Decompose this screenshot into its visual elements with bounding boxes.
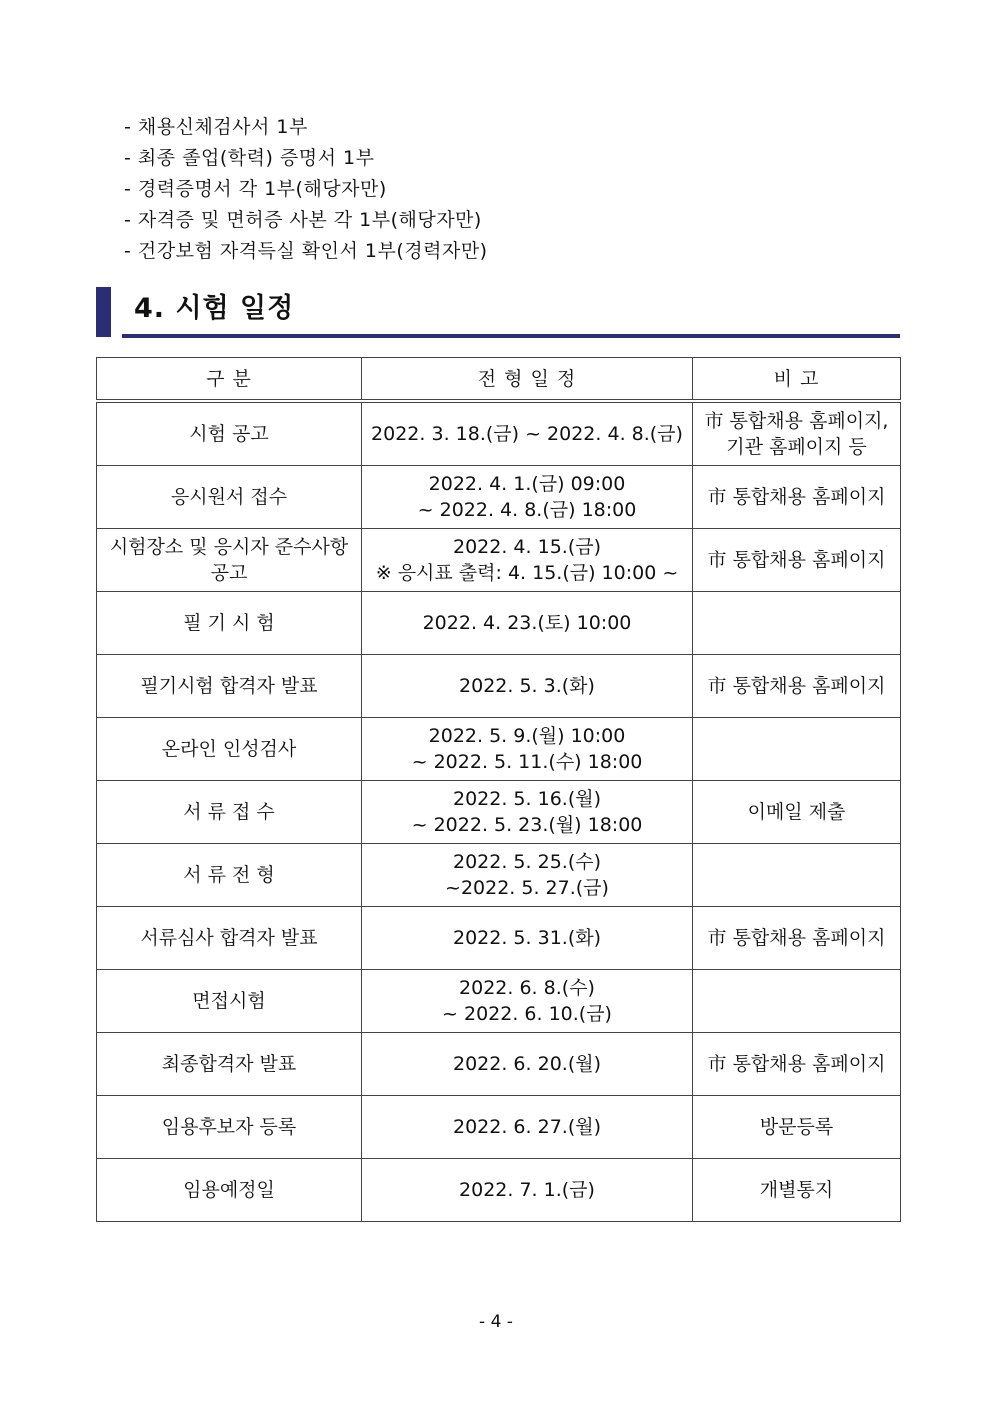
stage-cell: 면접시험 <box>97 970 362 1033</box>
header-stage: 구 분 <box>97 358 362 402</box>
schedule-line: 2022. 6. 8.(수) <box>459 977 595 999</box>
note-cell <box>693 592 901 655</box>
note-line: 市 통합채용 홈페이지 <box>707 549 886 571</box>
note-line: 이메일 제출 <box>747 801 846 823</box>
schedule-cell <box>362 529 693 592</box>
section-heading <box>96 287 900 339</box>
table-row <box>97 718 901 781</box>
schedule-line: 2022. 6. 20.(월) <box>453 1053 601 1075</box>
note-cell <box>693 718 901 781</box>
note-cell <box>693 1096 901 1159</box>
note-line: 市 통합채용 홈페이지 <box>707 486 886 508</box>
table-row <box>97 655 901 718</box>
schedule-line: 2022. 6. 27.(월) <box>453 1116 601 1138</box>
schedule-line: 2022. 5. 16.(월) <box>453 788 601 810</box>
schedule-cell <box>362 466 693 529</box>
schedule-line: 2022. 5. 3.(화) <box>459 675 595 697</box>
page-number: - 4 - <box>479 1312 513 1332</box>
schedule-cell <box>362 781 693 844</box>
stage-cell: 필기시험 합격자 발표 <box>97 655 362 718</box>
note-line: 방문등록 <box>759 1116 834 1138</box>
schedule-line: 2022. 5. 9.(월) 10:00 <box>428 725 626 747</box>
stage-cell: 온라인 인성검사 <box>97 718 362 781</box>
table-row <box>97 781 901 844</box>
schedule-cell <box>362 401 693 466</box>
schedule-cell <box>362 1096 693 1159</box>
exam-schedule-table <box>96 357 901 1222</box>
stage-cell: 서 류 접 수 <box>97 781 362 844</box>
schedule-line: 2022. 4. 1.(금) 09:00 <box>428 473 626 495</box>
schedule-cell <box>362 970 693 1033</box>
stage-cell: 시험 공고 <box>97 401 362 466</box>
note-cell <box>693 401 901 466</box>
note-line: 市 통합채용 홈페이지 <box>707 675 886 697</box>
note-cell <box>693 529 901 592</box>
schedule-line: 2022. 5. 25.(수) <box>453 851 601 873</box>
stage-cell: 필 기 시 험 <box>97 592 362 655</box>
note-line: 기관 홈페이지 등 <box>726 436 867 458</box>
required-documents-list <box>124 112 488 267</box>
schedule-cell <box>362 718 693 781</box>
schedule-cell <box>362 592 693 655</box>
schedule-line: 2022. 4. 23.(토) 10:00 <box>422 612 632 634</box>
schedule-cell <box>362 655 693 718</box>
list-item: - 경력증명서 각 1부(해당자만) <box>124 178 387 200</box>
note-cell <box>693 781 901 844</box>
note-line: 개별통지 <box>759 1179 834 1201</box>
schedule-line: 2022. 5. 31.(화) <box>453 927 601 949</box>
list-item: - 자격증 및 면허증 사본 각 1부(해당자만) <box>124 209 482 231</box>
schedule-cell <box>362 907 693 970</box>
schedule-line: ~ 2022. 6. 10.(금) <box>442 1003 612 1025</box>
heading-accent-bar <box>96 287 111 337</box>
note-cell <box>693 970 901 1033</box>
note-cell <box>693 1159 901 1222</box>
header-schedule: 전 형 일 정 <box>362 358 693 402</box>
table-body <box>97 401 901 1222</box>
note-cell <box>693 1033 901 1096</box>
note-cell <box>693 655 901 718</box>
list-item: - 건강보험 자격득실 확인서 1부(경력자만) <box>124 240 488 262</box>
note-cell <box>693 907 901 970</box>
heading-underline <box>122 334 900 338</box>
table-row <box>97 1096 901 1159</box>
list-item: - 최종 졸업(학력) 증명서 1부 <box>124 147 375 169</box>
table-row <box>97 529 901 592</box>
note-cell <box>693 466 901 529</box>
schedule-line: ~2022. 5. 27.(금) <box>445 877 609 899</box>
table-row <box>97 970 901 1033</box>
note-cell <box>693 844 901 907</box>
table-row <box>97 1159 901 1222</box>
schedule-cell <box>362 1033 693 1096</box>
table-row <box>97 1033 901 1096</box>
stage-cell: 시험장소 및 응시자 준수사항 공고 <box>97 529 362 592</box>
note-line: 市 통합채용 홈페이지 <box>707 1053 886 1075</box>
table-row <box>97 592 901 655</box>
stage-cell: 응시원서 접수 <box>97 466 362 529</box>
stage-cell: 임용후보자 등록 <box>97 1096 362 1159</box>
note-line: 市 통합채용 홈페이지 <box>707 927 886 949</box>
table-row <box>97 401 901 466</box>
table-row <box>97 907 901 970</box>
schedule-line: 2022. 4. 15.(금) <box>453 536 601 558</box>
stage-cell: 최종합격자 발표 <box>97 1033 362 1096</box>
schedule-cell <box>362 1159 693 1222</box>
header-note: 비 고 <box>693 358 901 402</box>
schedule-line: ~ 2022. 5. 23.(월) 18:00 <box>411 814 643 836</box>
section-title: 4. 시험 일정 <box>134 293 295 324</box>
schedule-line: 2022. 3. 18.(금) ~ 2022. 4. 8.(금) <box>371 423 683 445</box>
schedule-line: 2022. 7. 1.(금) <box>459 1179 595 1201</box>
schedule-line: ~ 2022. 4. 8.(금) 18:00 <box>417 499 637 521</box>
note-line: 市 통합채용 홈페이지, <box>704 410 889 432</box>
schedule-line: ※ 응시표 출력: 4. 15.(금) 10:00 ~ <box>375 562 679 584</box>
table-header-row <box>97 358 901 402</box>
table-row <box>97 844 901 907</box>
stage-cell: 임용예정일 <box>97 1159 362 1222</box>
stage-cell: 서류심사 합격자 발표 <box>97 907 362 970</box>
stage-cell: 서 류 전 형 <box>97 844 362 907</box>
table-row <box>97 466 901 529</box>
schedule-cell <box>362 844 693 907</box>
list-item: - 채용신체검사서 1부 <box>124 116 308 138</box>
schedule-line: ~ 2022. 5. 11.(수) 18:00 <box>411 751 643 773</box>
